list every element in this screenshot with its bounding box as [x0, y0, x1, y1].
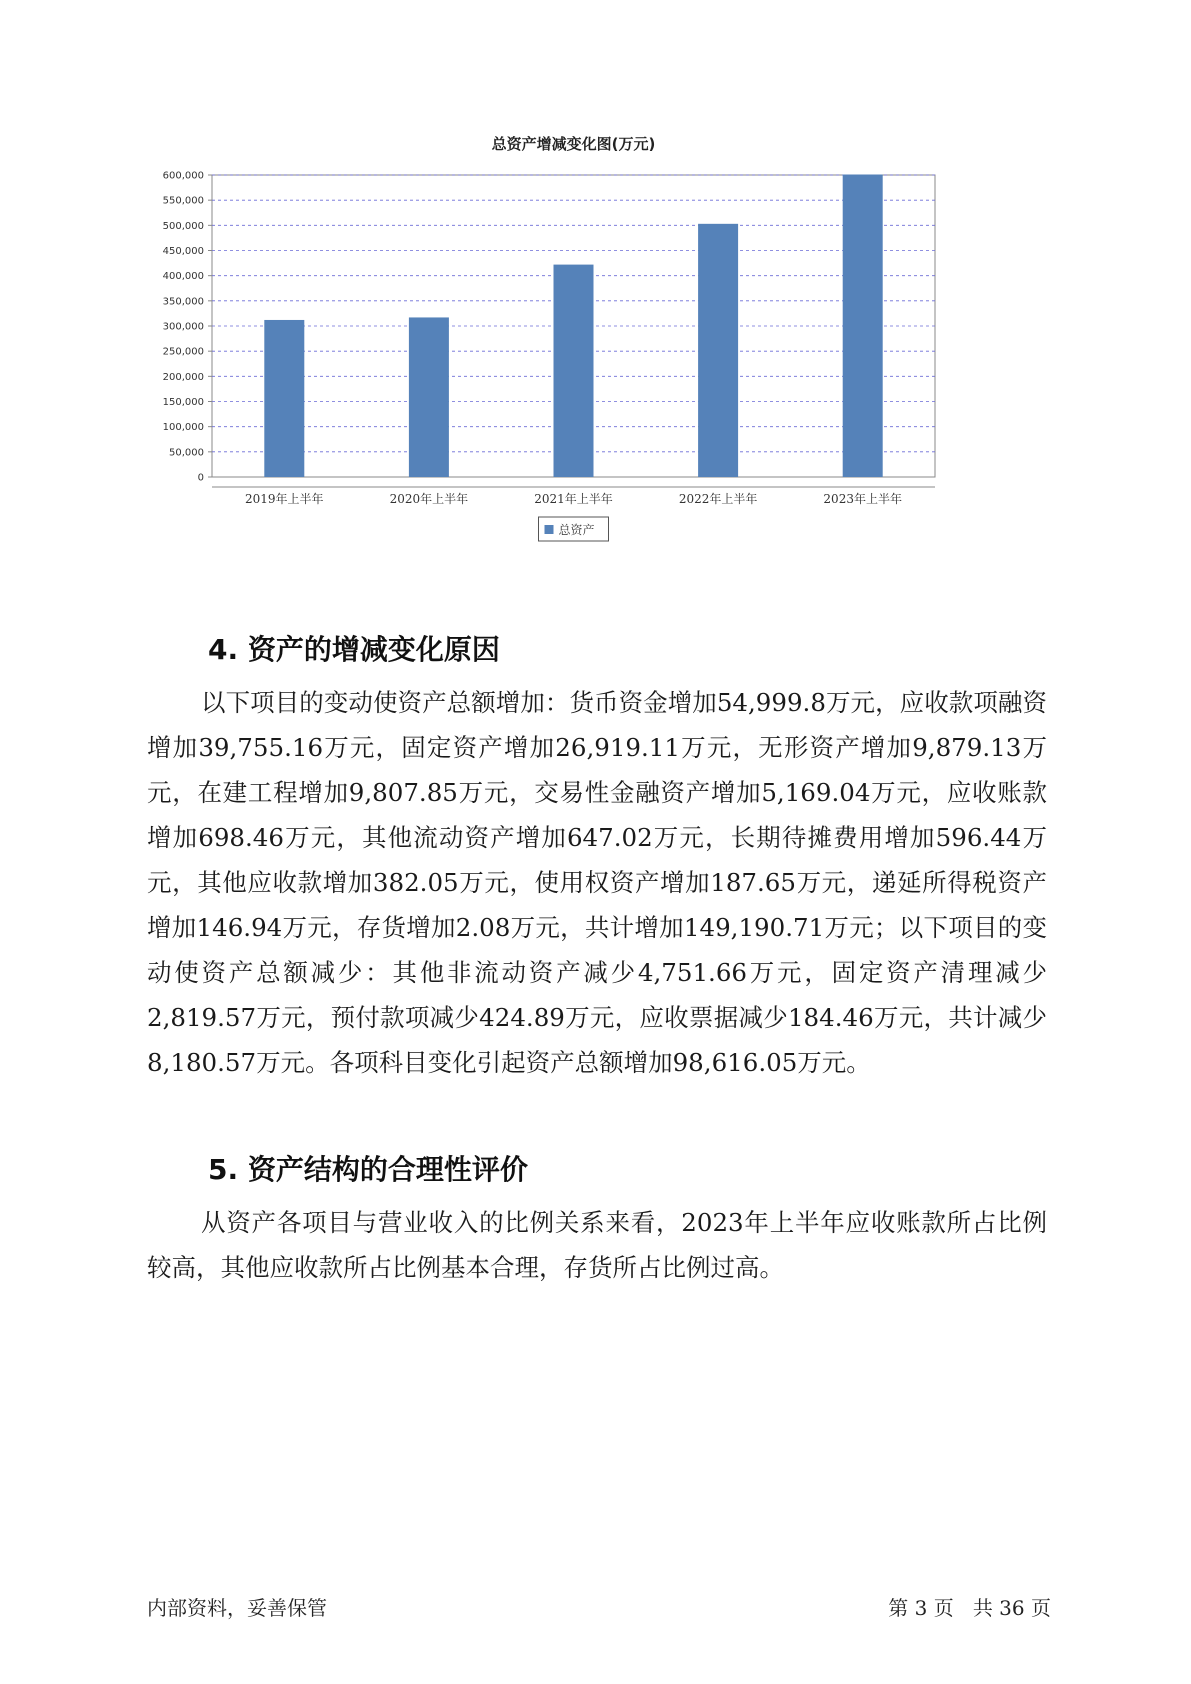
asset-bar-chart [150, 135, 1030, 595]
bar [264, 320, 304, 477]
y-tick-label: 600,000 [162, 170, 204, 182]
bar [698, 224, 738, 477]
section-4-heading: 4. 资产的增减变化原因 [208, 633, 500, 666]
chart-title: 总资产增减变化图(万元) [491, 135, 656, 153]
x-tick-label: 2022年上半年 [678, 492, 758, 506]
y-tick-label: 200,000 [162, 371, 204, 383]
bar [409, 317, 449, 477]
legend-label: 总资产 [558, 523, 595, 537]
y-tick-label: 300,000 [162, 321, 204, 333]
section-5-paragraph: 从资产各项目与营业收入的比例关系来看，2023年上半年应收账款所占比例较高，其他应收款所占比例基本合理，存货所占比例过高。 [147, 1208, 1047, 1282]
y-tick-label: 400,000 [162, 271, 204, 283]
x-tick-label: 2020年上半年 [389, 492, 469, 506]
asset-chart [150, 135, 1030, 595]
bar [554, 265, 594, 477]
footer-page-info [888, 1592, 1051, 1621]
y-tick-label: 100,000 [162, 422, 204, 434]
y-tick-label: 50,000 [169, 447, 204, 459]
bar [843, 174, 883, 477]
section-5-heading: 5. 资产结构的合理性评价 [208, 1153, 528, 1186]
y-tick-label: 450,000 [162, 246, 204, 257]
x-tick-label: 2021年上半年 [534, 492, 613, 506]
y-tick-label: 550,000 [162, 195, 204, 207]
y-tick-label: 250,000 [162, 346, 204, 358]
y-tick-label: 350,000 [162, 296, 204, 308]
y-tick-label: 500,000 [162, 220, 204, 232]
x-tick-label: 2019年上半年 [245, 492, 324, 506]
section-4-paragraph: 以下项目的变动使资产总额增加：货币资金增加54,999.8万元，应收款项融资增加39,755.16万元，固定资产增加26,919.11万元，无形资产增加9,879.13万元，在建工程增加9,807.85万元，交易性金融资产增加5,169.04万元，应收账款增加698.46万元，其他流动资产增加647.02万元，长期待摊费用增加596.44万元，其他应收款增加382.05万元，使用权资产增加187.65万元，递延所得税资产增加146.94万元，存货增加2.08万元，共计增加149,190.71万元；以下项目的变动使资产总额减少：其他非流动资产减少4,751.66万元，固定资产清理减少2,819.57万元，预付款项减少424.89万元，应收票据减少184.46万元，共计减少8,180.57万元。各项科目变化引起资产总额增加98,616.05万元。 [147, 688, 1047, 1077]
y-tick-label: 150,000 [162, 397, 204, 408]
footer-total-pages: 共 36 页 [972, 1596, 1051, 1620]
y-tick-label: 0 [197, 472, 204, 484]
legend-swatch [545, 525, 554, 534]
footer-page-number: 第 3 页 [888, 1596, 954, 1620]
x-tick-label: 2023年上半年 [823, 492, 902, 506]
footer-confidential-note: 内部资料，妥善保管 [147, 1596, 327, 1620]
